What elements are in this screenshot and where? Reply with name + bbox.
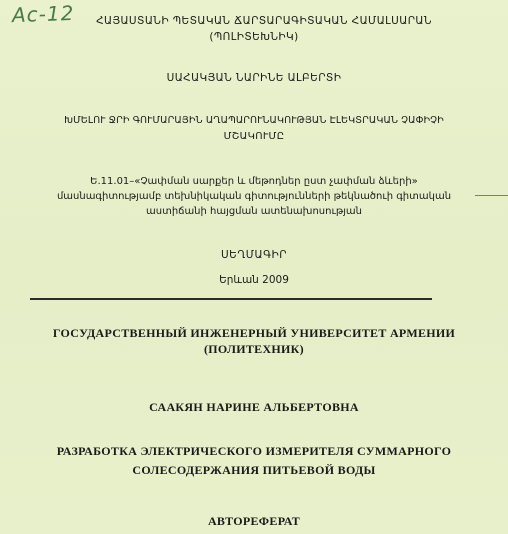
russian-institution-line2: (ПОЛИТЕХНИК) [204, 342, 304, 356]
armenian-specialty-line3: աստիճանի հայցման ատենախոսության [146, 206, 362, 217]
armenian-author-name: ՍԱՀԱԿՅԱՆ ՆԱՐԻՆԵ ԱԼԲԵՐՏԻ [166, 72, 342, 84]
armenian-institution-line1: ՀԱՅԱՍՏԱՆԻ ՊԵՏԱԿԱՆ ՃԱՐՏԱՐԱԳԻՏԱԿԱՆ ՀԱՄԱԼՍԱՐԱՆ [96, 15, 432, 27]
armenian-specialty-line2: մասնագիտությամբ տեխնիկական գիտությունների թեկնածուի գիտական [56, 191, 452, 202]
russian-title-line2: СОЛЕСОДЕРЖАНИЯ ПИТЬЕВОЙ ВОДЫ [132, 463, 376, 477]
russian-author-name: СААКЯН НАРИНЕ АЛЬБЕРТОВНА [149, 400, 359, 414]
armenian-title-line2: ՄՇԱԿՈՒՄԸ [223, 131, 285, 142]
russian-title-line1: РАЗРАБОТКА ЭЛЕКТРИЧЕСКОГО ИЗМЕРИТЕЛЯ СУММАРНОГО [56, 444, 452, 458]
armenian-specialty-line1: Ե.11.01–«Չափման սարքեր և մեթոդներ ըստ չափման ձևերի» [90, 176, 418, 187]
section-divider [30, 298, 432, 300]
armenian-institution-line2: (ՊՈԼԻՏԵԽՆԻԿ) [209, 31, 299, 43]
margin-mark [475, 195, 508, 196]
russian-document-type: АВТОРЕФЕРАТ [207, 514, 301, 528]
russian-institution-line1: ГОСУДАРСТВЕННЫЙ ИНЖЕНЕРНЫЙ УНИВЕРСИТЕТ АРМЕНИИ [52, 326, 456, 340]
armenian-place-year: Երևան 2009 [219, 274, 289, 286]
armenian-title-line1: ԽՄԵԼՈՒ ՋՐԻ ԳՈՒՄԱՐԱՅԻՆ ԱՂԱՊԱՐՈՒՆԱԿՈՒԹՅԱՆ ԷԼԵԿՏՐԱԿԱՆ ՉԱՓԻՉԻ [64, 115, 444, 126]
armenian-document-type: ՍԵՂՄԱԳԻՐ [220, 249, 288, 261]
handwritten-annotation: Ac-12 [11, 0, 75, 28]
